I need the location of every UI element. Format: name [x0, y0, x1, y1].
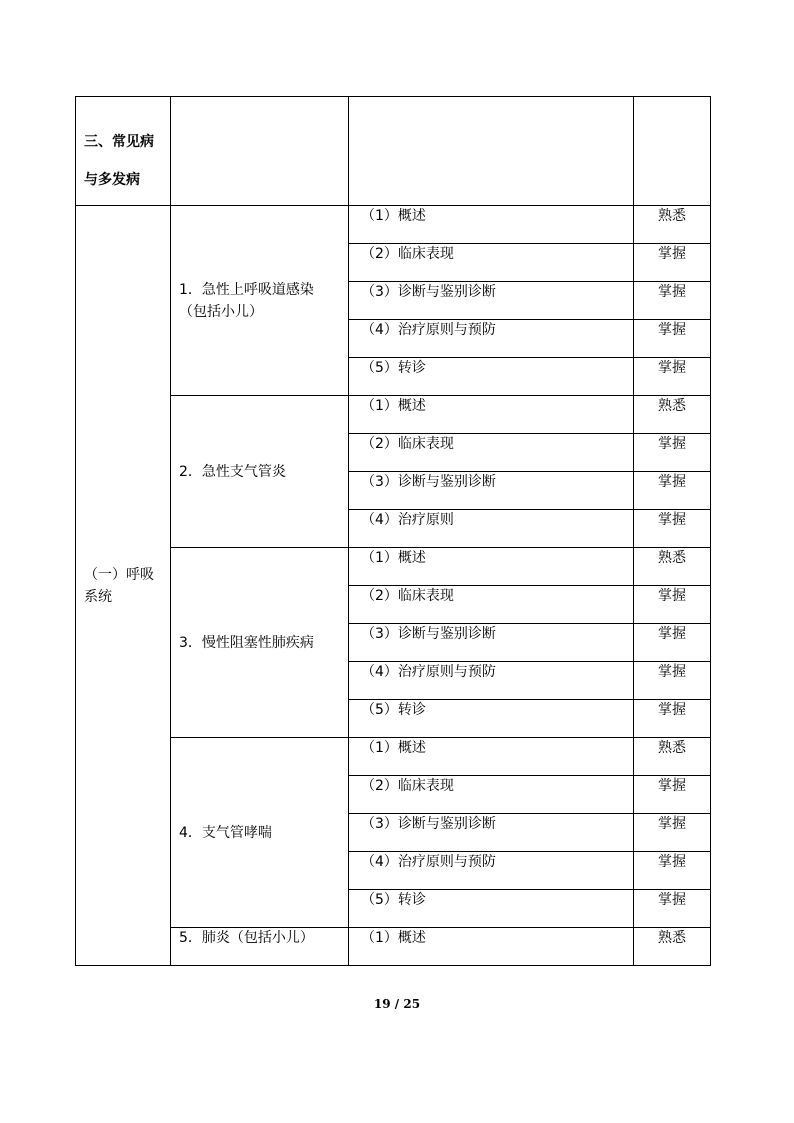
item-level: 掌握: [634, 852, 711, 890]
item-level: 熟悉: [634, 928, 711, 966]
item-label: （1）概述: [349, 206, 634, 244]
system-cell: [76, 206, 171, 966]
item-label: （2）临床表现: [349, 776, 634, 814]
item-label: （3）诊断与鉴别诊断: [349, 624, 634, 662]
section-title-line2: 与多发病: [84, 172, 140, 188]
item-label: （1）概述: [349, 738, 634, 776]
item-level: 掌握: [634, 358, 711, 396]
item-label: （4）治疗原则与预防: [349, 662, 634, 700]
item-level: 掌握: [634, 434, 711, 472]
topic-cell: [171, 738, 349, 928]
item-label: （4）治疗原则: [349, 510, 634, 548]
item-label: （2）临床表现: [349, 434, 634, 472]
item-label: （4）治疗原则与预防: [349, 852, 634, 890]
topic-title-line2: （包括小儿）: [179, 303, 263, 320]
item-level: 掌握: [634, 700, 711, 738]
topic-title: 1．急性上呼吸道感染: [179, 281, 314, 298]
table-row: [76, 738, 711, 776]
item-level: 掌握: [634, 320, 711, 358]
item-label: （5）转诊: [349, 890, 634, 928]
item-label: （1）概述: [349, 396, 634, 434]
system-line2: 系统: [84, 588, 112, 605]
section-header-row: [76, 97, 711, 206]
topic-cell: [171, 548, 349, 738]
item-label: （3）诊断与鉴别诊断: [349, 814, 634, 852]
section-title-line1: 三、常见病: [84, 134, 154, 150]
empty-cell: [634, 97, 711, 206]
section-title: [76, 97, 171, 206]
topic-title: 3．慢性阻塞性肺疾病: [179, 634, 314, 651]
item-label: （4）治疗原则与预防: [349, 320, 634, 358]
empty-cell: [171, 97, 349, 206]
topic-title: 2．急性支气管炎: [179, 463, 286, 480]
topic-cell: [171, 206, 349, 396]
item-label: （5）转诊: [349, 700, 634, 738]
item-level: 掌握: [634, 282, 711, 320]
item-label: （1）概述: [349, 548, 634, 586]
item-level: 熟悉: [634, 548, 711, 586]
item-level: 掌握: [634, 586, 711, 624]
item-label: （2）临床表现: [349, 586, 634, 624]
table-row: [76, 928, 711, 966]
empty-cell: [349, 97, 634, 206]
topic-cell: [171, 928, 349, 966]
topic-cell: [171, 396, 349, 548]
syllabus-table: [75, 96, 711, 966]
item-level: 掌握: [634, 890, 711, 928]
table-row: [76, 548, 711, 586]
page-number: 19 / 25: [373, 997, 421, 1011]
item-level: 掌握: [634, 472, 711, 510]
item-label: （3）诊断与鉴别诊断: [349, 472, 634, 510]
topic-title: 4．支气管哮喘: [179, 824, 272, 841]
table-row: [76, 206, 711, 244]
system-line1: （一）呼吸: [84, 566, 154, 583]
item-level: 掌握: [634, 776, 711, 814]
item-level: 掌握: [634, 510, 711, 548]
item-level: 掌握: [634, 662, 711, 700]
table-row: [76, 396, 711, 434]
topic-title: 5．肺炎（包括小儿）: [179, 930, 314, 946]
item-level: 熟悉: [634, 396, 711, 434]
item-label: （2）临床表现: [349, 244, 634, 282]
item-level: 掌握: [634, 814, 711, 852]
item-level: 熟悉: [634, 738, 711, 776]
item-level: 掌握: [634, 244, 711, 282]
item-label: （1）概述: [349, 928, 634, 966]
item-label: （5）转诊: [349, 358, 634, 396]
item-label: （3）诊断与鉴别诊断: [349, 282, 634, 320]
item-level: 熟悉: [634, 206, 711, 244]
item-level: 掌握: [634, 624, 711, 662]
